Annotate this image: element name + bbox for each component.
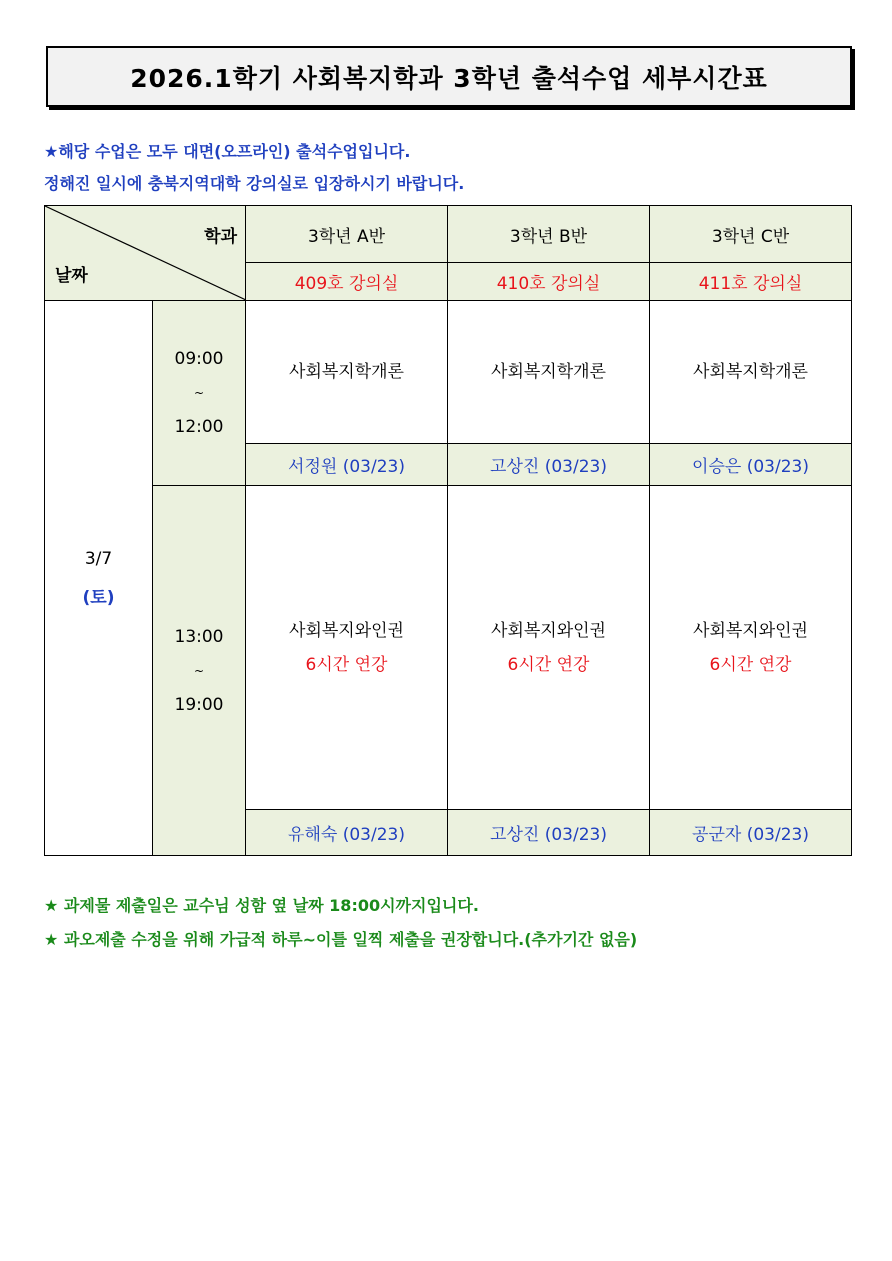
- footnote-deadline: ★ 과제물 제출일은 교수님 성함 옆 날짜 18:00시까지입니다.: [44, 896, 479, 915]
- course-cell: [246, 486, 448, 810]
- time-end: 12:00: [174, 417, 224, 437]
- class-header-a: 3학년 A반: [246, 206, 448, 263]
- room-c: 411호 강의실: [650, 263, 852, 301]
- course-note: 6시간 연강: [507, 654, 590, 675]
- time-separator: ~: [193, 663, 205, 678]
- time-end: 19:00: [174, 694, 224, 715]
- header-dept-label: 학과: [204, 227, 237, 247]
- course-cell: [650, 301, 852, 444]
- course-cell: [246, 301, 448, 444]
- notice-offline: ★해당 수업은 모두 대면(오프라인) 출석수업입니다.: [44, 142, 411, 161]
- time-start: 13:00: [174, 626, 224, 647]
- time-start: 09:00: [174, 349, 224, 369]
- professor-cell: 이승은 (03/23): [650, 444, 852, 486]
- professor-cell: 서정원 (03/23): [246, 444, 448, 486]
- course-cell: [448, 486, 650, 810]
- professor-cell: 유해숙 (03/23): [246, 810, 448, 856]
- course-name: 사회복지와인권: [693, 620, 808, 641]
- professor-cell: 고상진 (03/23): [448, 810, 650, 856]
- professor-cell: 고상진 (03/23): [448, 444, 650, 486]
- course-name: 사회복지학개론: [693, 362, 808, 382]
- room-b: 410호 강의실: [448, 263, 650, 301]
- course-name: 사회복지학개론: [491, 362, 606, 382]
- notice-entry: 정해진 일시에 충북지역대학 강의실로 입장하시기 바랍니다.: [44, 174, 465, 193]
- footnote-early-submit: ★ 과오제출 수정을 위해 가급적 하루~이틀 일찍 제출을 권장합니다.(추가기간 없음): [44, 930, 638, 949]
- course-note: 6시간 연강: [305, 654, 388, 675]
- course-cell: [448, 301, 650, 444]
- schedule-table: [44, 205, 852, 856]
- class-header-c: 3학년 C반: [650, 206, 852, 263]
- course-name: 사회복지와인권: [491, 620, 606, 641]
- page-title: 2026.1학기 사회복지학과 3학년 출석수업 세부시간표: [130, 63, 768, 93]
- header-corner-cell: [45, 206, 246, 301]
- room-a: 409호 강의실: [246, 263, 448, 301]
- time-slot-afternoon: [153, 486, 246, 856]
- class-header-b: 3학년 B반: [448, 206, 650, 263]
- weekday-value: (토): [82, 587, 115, 608]
- header-date-label: 날짜: [55, 266, 88, 286]
- course-cell: [650, 486, 852, 810]
- course-note: 6시간 연강: [709, 654, 792, 675]
- professor-cell: 공군자 (03/23): [650, 810, 852, 856]
- date-cell: [45, 301, 153, 856]
- page-title-box: [46, 46, 852, 107]
- time-separator: ~: [193, 386, 205, 400]
- date-value: 3/7: [84, 548, 113, 569]
- course-name: 사회복지학개론: [289, 362, 404, 382]
- course-name: 사회복지와인권: [289, 620, 404, 641]
- time-slot-morning: [153, 301, 246, 486]
